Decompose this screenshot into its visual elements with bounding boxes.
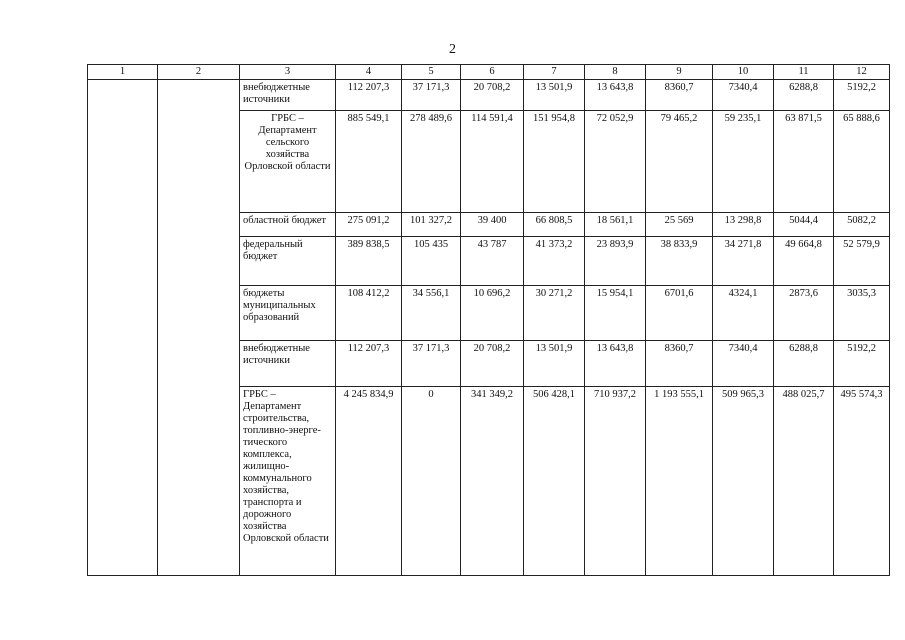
value-cell: 488 025,7 (774, 387, 834, 576)
value-cell: 7340,4 (713, 80, 774, 111)
value-cell: 0 (402, 387, 461, 576)
column-header: 2 (158, 65, 240, 80)
table-row (88, 80, 890, 111)
value-cell: 49 664,8 (774, 237, 834, 286)
value-cell: 52 579,9 (834, 237, 890, 286)
value-cell: 5082,2 (834, 213, 890, 237)
funding-source-cell: федеральный бюджет (240, 237, 336, 286)
value-cell: 13 643,8 (585, 80, 646, 111)
value-cell: 5192,2 (834, 341, 890, 387)
value-cell: 37 171,3 (402, 80, 461, 111)
value-cell: 6288,8 (774, 80, 834, 111)
value-cell: 65 888,6 (834, 111, 890, 213)
funding-source-cell: внебюджетные источники (240, 80, 336, 111)
value-cell: 8360,7 (646, 341, 713, 387)
column-header: 4 (336, 65, 402, 80)
value-cell: 20 708,2 (461, 341, 524, 387)
value-cell: 3035,3 (834, 286, 890, 341)
value-cell: 59 235,1 (713, 111, 774, 213)
value-cell: 15 954,1 (585, 286, 646, 341)
column-header: 8 (585, 65, 646, 80)
value-cell: 112 207,3 (336, 80, 402, 111)
column-header: 10 (713, 65, 774, 80)
value-cell: 105 435 (402, 237, 461, 286)
value-cell: 710 937,2 (585, 387, 646, 576)
value-cell: 23 893,9 (585, 237, 646, 286)
budget-table (87, 64, 890, 576)
column-header: 5 (402, 65, 461, 80)
value-cell: 108 412,2 (336, 286, 402, 341)
page-number: 2 (449, 42, 456, 57)
value-cell: 6288,8 (774, 341, 834, 387)
funding-source-cell: ГРБС – Департамент сельского хозяйства Орловской области (240, 111, 336, 213)
value-cell: 2873,6 (774, 286, 834, 341)
value-cell: 389 838,5 (336, 237, 402, 286)
value-cell: 20 708,2 (461, 80, 524, 111)
header-row (88, 65, 890, 80)
value-cell: 4 245 834,9 (336, 387, 402, 576)
value-cell: 30 271,2 (524, 286, 585, 341)
value-cell: 38 833,9 (646, 237, 713, 286)
value-cell: 34 271,8 (713, 237, 774, 286)
column-header: 11 (774, 65, 834, 80)
value-cell: 39 400 (461, 213, 524, 237)
value-cell: 885 549,1 (336, 111, 402, 213)
value-cell: 1 193 555,1 (646, 387, 713, 576)
value-cell: 25 569 (646, 213, 713, 237)
value-cell: 66 808,5 (524, 213, 585, 237)
column-header: 12 (834, 65, 890, 80)
value-cell: 5044,4 (774, 213, 834, 237)
value-cell: 63 871,5 (774, 111, 834, 213)
funding-source-cell: областной бюджет (240, 213, 336, 237)
column-header: 3 (240, 65, 336, 80)
funding-source-cell: внебюджетные источники (240, 341, 336, 387)
value-cell: 43 787 (461, 237, 524, 286)
value-cell: 112 207,3 (336, 341, 402, 387)
value-cell: 278 489,6 (402, 111, 461, 213)
value-cell: 72 052,9 (585, 111, 646, 213)
value-cell: 13 501,9 (524, 341, 585, 387)
column-header: 9 (646, 65, 713, 80)
value-cell: 101 327,2 (402, 213, 461, 237)
value-cell: 341 349,2 (461, 387, 524, 576)
value-cell: 13 501,9 (524, 80, 585, 111)
column-2-cell (158, 80, 240, 576)
value-cell: 275 091,2 (336, 213, 402, 237)
funding-source-cell: ГРБС – Департамент строительства, топливно-энерге-тического комплекса, жилищно-коммунального хозяйства, транспорта и дорожного хозяйства Орловской области (240, 387, 336, 576)
column-header: 6 (461, 65, 524, 80)
value-cell: 34 556,1 (402, 286, 461, 341)
column-header: 1 (88, 65, 158, 80)
value-cell: 13 643,8 (585, 341, 646, 387)
value-cell: 114 591,4 (461, 111, 524, 213)
value-cell: 7340,4 (713, 341, 774, 387)
column-1-cell (88, 80, 158, 576)
value-cell: 8360,7 (646, 80, 713, 111)
value-cell: 506 428,1 (524, 387, 585, 576)
value-cell: 37 171,3 (402, 341, 461, 387)
value-cell: 4324,1 (713, 286, 774, 341)
value-cell: 495 574,3 (834, 387, 890, 576)
value-cell: 13 298,8 (713, 213, 774, 237)
funding-source-cell: бюджеты муниципальных образований (240, 286, 336, 341)
value-cell: 509 965,3 (713, 387, 774, 576)
value-cell: 10 696,2 (461, 286, 524, 341)
value-cell: 6701,6 (646, 286, 713, 341)
value-cell: 151 954,8 (524, 111, 585, 213)
value-cell: 41 373,2 (524, 237, 585, 286)
value-cell: 79 465,2 (646, 111, 713, 213)
value-cell: 5192,2 (834, 80, 890, 111)
column-header: 7 (524, 65, 585, 80)
value-cell: 18 561,1 (585, 213, 646, 237)
